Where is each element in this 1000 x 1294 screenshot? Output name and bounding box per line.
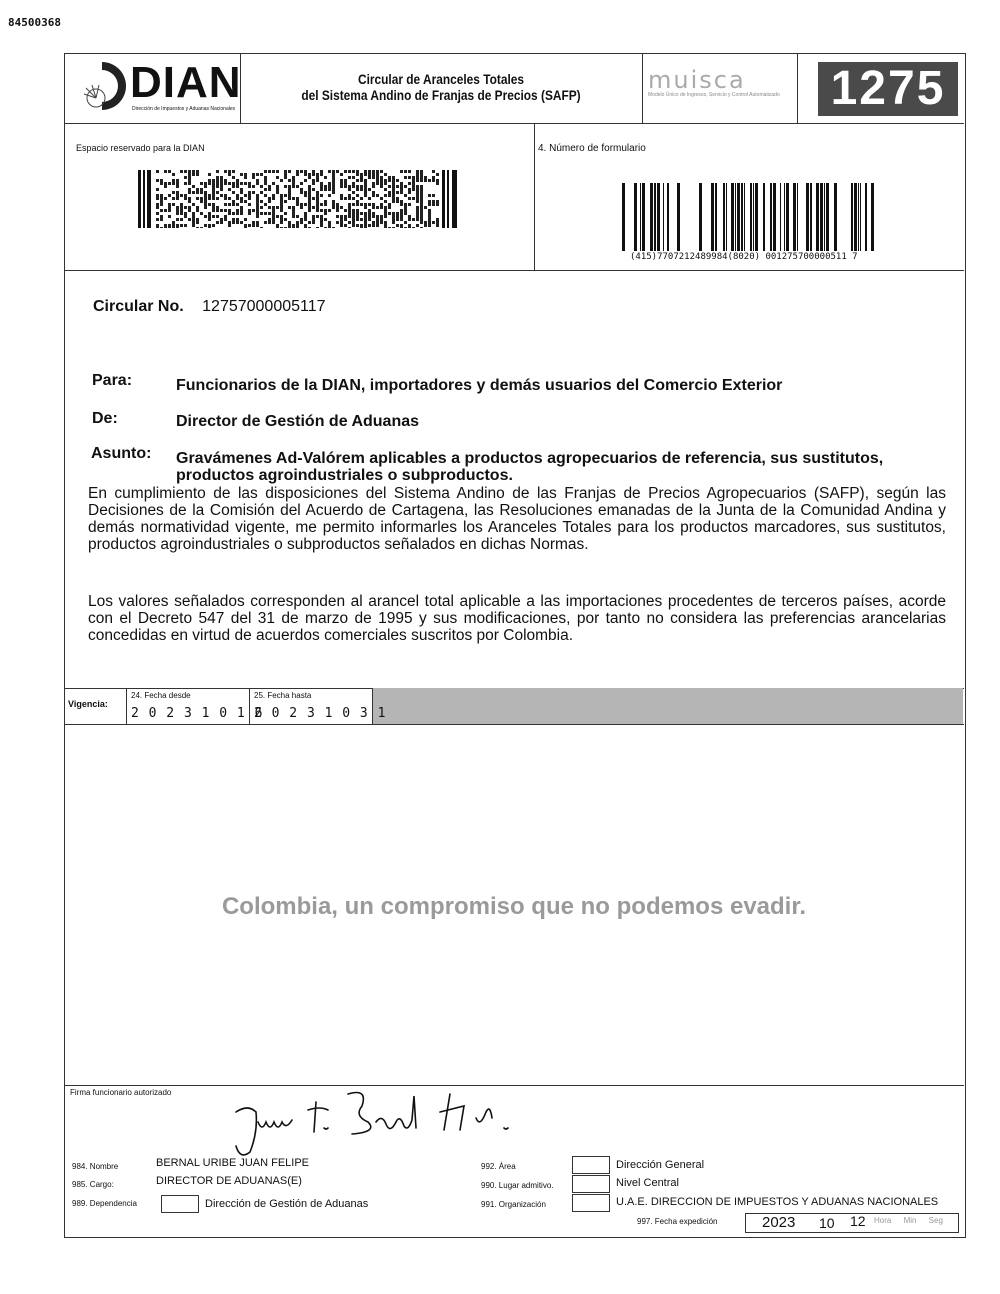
- muisca-logo-subtext: Modelo Único de Ingresos, Servicio y Control Automatizado: [648, 92, 780, 98]
- body-paragraph-2: Los valores señalados corresponden al arancel total aplicable a las importaciones procedentes de terceros países, acorde con el Decreto 547 del 31 de marzo de 1995 y sus modificaciones, por tanto no considera las preferencias arancelarias concedidas en virtud de acuerdos comerciales suscritos por Colombia.: [88, 593, 946, 644]
- de-value: Director de Gestión de Aduanas: [176, 413, 420, 430]
- reserved-space-label: Espacio reservado para la DIAN: [76, 143, 205, 153]
- muisca-logo: [648, 68, 793, 108]
- area-code-box: [572, 1156, 610, 1174]
- fecha-hasta-value: 2 0 2 3 1 0 3 1: [254, 706, 387, 721]
- circular-number: 12757000005117: [202, 298, 326, 315]
- dependencia-value: Dirección de Gestión de Aduanas: [205, 1198, 369, 1210]
- lugar-value: Nivel Central: [616, 1177, 679, 1189]
- organizacion-value: U.A.E. DIRECCION DE IMPUESTOS Y ADUANAS NACIONALES: [616, 1196, 939, 1208]
- fecha-expedicion-time-labels: Hora Min Seg: [874, 1216, 943, 1225]
- slogan: Colombia, un compromiso que no podemos evadir.: [221, 893, 807, 920]
- cargo-label: 985. Cargo:: [72, 1180, 114, 1189]
- asunto-line1: Gravámenes Ad-Valórem aplicables a productos agropecuarios de referencia, sus sustitutos,: [176, 450, 884, 467]
- asunto-line2: productos agroindustriales o subproductos.: [176, 467, 513, 484]
- nombre-label: 984. Nombre: [72, 1162, 119, 1171]
- para-value: Funcionarios de la DIAN, importadores y demás usuarios del Comercio Exterior: [176, 377, 783, 394]
- header-divider: [64, 123, 964, 124]
- dian-sun-icon: [72, 58, 132, 114]
- area-label: 992. Área: [481, 1162, 516, 1171]
- dian-logo-text: DIAN: [130, 58, 242, 107]
- cargo-value: DIRECTOR DE ADUANAS(E): [156, 1175, 302, 1187]
- fecha-desde-label: 24. Fecha desde: [131, 691, 191, 700]
- para-label: Para:: [92, 372, 133, 389]
- form-title-line1: Circular de Aranceles Totales: [357, 71, 525, 87]
- lugar-code-box: [572, 1175, 610, 1193]
- organizacion-label: 991. Organización: [481, 1200, 546, 1209]
- area-value: Dirección General: [616, 1159, 705, 1171]
- vigencia-bottom-line: [64, 724, 964, 725]
- de-label: De:: [92, 410, 118, 427]
- vigencia-label: Vigencia:: [68, 699, 108, 709]
- asunto-label: Asunto:: [91, 445, 152, 462]
- fecha-expedicion-month: 10: [819, 1215, 835, 1231]
- fecha-expedicion-label: 997. Fecha expedición: [637, 1217, 718, 1226]
- header-sep-2: [642, 53, 643, 123]
- barcode-caption: (415)7707212489984(8020) 001275700000511 7: [630, 252, 858, 262]
- nombre-value: BERNAL URIBE JUAN FELIPE: [156, 1157, 310, 1169]
- fecha-expedicion-year: 2023: [762, 1214, 796, 1231]
- dependencia-label: 989. Dependencia: [72, 1199, 137, 1208]
- form-number-label: 4. Número de formulario: [538, 143, 646, 154]
- vigencia-sep-1: [126, 688, 127, 724]
- dependencia-code-box: [161, 1195, 199, 1213]
- fecha-desde-value: 2 0 2 3 1 0 1 6: [131, 706, 264, 721]
- dian-reserved-barcode: [138, 170, 460, 228]
- circular-label: Circular No.: [93, 298, 184, 315]
- body-paragraph-1: En cumplimiento de las disposiciones del Sistema Andino de las Franjas de Precios Agropecuarios (SAFP), según las Decisiones de la Comisión del Acuerdo de Cartagena, las Resoluciones emanadas de la Junta de la Comunidad Andina y demás normatividad vigente, me permito informarles los Aranceles Totales para los productos marcadores, sus sustitutos, productos agroindustriales o subproductos señalados en dichas Normas.: [88, 485, 946, 553]
- asunto-value: [176, 450, 883, 484]
- lugar-label: 990. Lugar admitivo.: [481, 1181, 554, 1190]
- form-number-barcode: [622, 183, 878, 251]
- signature-label: Firma funcionario autorizado: [70, 1088, 172, 1097]
- barcode-row-sep: [534, 123, 535, 270]
- form-title-line2: del Sistema Andino de Franjas de Precios (SAFP): [301, 87, 581, 103]
- vigencia-shaded-band: [372, 688, 963, 724]
- document-number-stamp: 84500368: [8, 16, 61, 29]
- circular-number-row: [93, 298, 326, 316]
- handwritten-signature: [228, 1082, 548, 1162]
- fecha-hasta-label: 25. Fecha hasta: [254, 691, 312, 700]
- barcode-row-divider: [64, 270, 964, 271]
- dian-logo: [72, 58, 242, 118]
- dian-logo-subtext: Dirección de Impuestos y Aduanas Nacionales: [132, 106, 236, 112]
- header-sep-3: [797, 53, 798, 123]
- form-title: [270, 71, 612, 103]
- fecha-expedicion-day: 12: [850, 1213, 866, 1229]
- muisca-logo-text: muisca: [648, 66, 746, 94]
- organizacion-code-box: [572, 1194, 610, 1212]
- form-code-badge: 1275: [818, 62, 958, 116]
